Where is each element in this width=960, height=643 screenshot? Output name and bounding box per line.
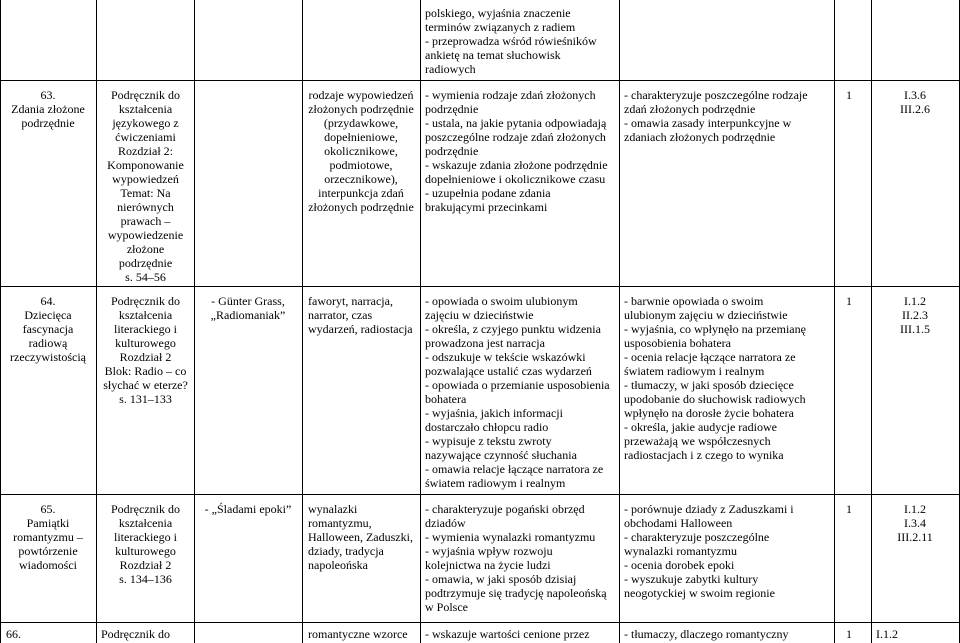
codes-cell: I.3.6 III.2.6 — [900, 88, 930, 116]
row-divider — [0, 494, 960, 495]
row-divider — [0, 286, 960, 287]
continued-text: polskiego, wyjaśnia znaczenie terminów związanych z radiem - przeprowadza wśród rówieśników ankietę na temat słuchowisk radiowych — [425, 6, 597, 76]
column-divider — [834, 0, 835, 643]
basic-requirements-cell: - wskazuje wartości cenione przez — [425, 627, 590, 641]
source-cell: Podręcznik do kształcenia literackiego i kulturowego Rozdział 2 Blok: Radio – co słychać w eterze? s. 131–133 — [103, 294, 188, 406]
lesson-cell: 64. Dziecięca fascynacja radiową rzeczywistością — [10, 294, 86, 364]
extended-requirements-cell: - tłumaczy, dlaczego romantyczny — [624, 627, 789, 641]
column-divider — [0, 0, 1, 643]
text-cell: - Günter Grass, „Radiomaniak” — [210, 294, 286, 322]
basic-requirements-cell: - charakteryzuje pogański obrzęd dziadów - wymienia wynalazki romantyzmu - wyjaśnia wpływ rozwoju kolejnictwa na życie ludzi - omawia, w jaki sposób dzisiaj podtrzymuje się tradycję napoleońską w Polsce — [425, 502, 607, 614]
column-divider — [96, 0, 97, 643]
column-divider — [871, 0, 872, 643]
source-cell: Podręcznik do — [101, 627, 170, 641]
extended-requirements-cell: - charakteryzuje poszczególne rodzaje zdań złożonych podrzędnie - omawia zasady interpunkcyjne w zdaniach złożonych podrzędnie — [624, 88, 808, 144]
hours-cell: 1 — [846, 88, 852, 102]
lesson-cell: 66. — [6, 627, 21, 641]
basic-requirements-cell: - opowiada o swoim ulubionym zajęciu w dzieciństwie - określa, z czyjego punktu widzenia prowadzona jest narracja - odszukuje w tekście wskazówki pozwalające ustalić czas wydarzeń - opowiada o przemianie usposobienia bohatera - wyjaśnia, jakich informacji dostarczało chłopcu radio - wypisuje z tekstu zwroty nazywające czynność słuchania - omawia relacje łączące narratora ze światem radiowym i realnym — [425, 294, 610, 490]
text-cell: - „Śladami epoki” — [204, 502, 292, 516]
terms-cell: romantyczne wzorce — [308, 627, 408, 641]
row-divider — [0, 622, 960, 623]
hours-cell: 1 — [846, 502, 852, 516]
terms-cell: faworyt, narracja, narrator, czas wydarzeń, radiostacja — [308, 294, 413, 336]
terms-cell: rodzaje wypowiedzeń złożonych podrzędnie (przydawkowe, dopełnieniowe, okolicznikowe, podmiotowe, orzecznikowe), interpunkcja zdań złożonych podrzędnie — [308, 88, 414, 214]
hours-cell: 1 — [846, 294, 852, 308]
terms-cell: wynalazki romantyzmu, Halloween, Zaduszki, dziady, tradycja napoleońska — [308, 502, 413, 572]
lesson-cell: 63. Zdania złożone podrzędnie — [11, 88, 85, 130]
hours-cell: 1 — [846, 627, 852, 641]
lesson-cell: 65. Pamiątki romantyzmu – powtórzenie wiadomości — [13, 502, 83, 572]
extended-requirements-cell: - barwnie opowiada o swoim ulubionym zajęciu w dzieciństwie - wyjaśnia, co wpłynęło na przemianę usposobienia bohatera - ocenia relacje łączące narratora ze światem radiowym i realnym - tłumaczy, w jaki sposób dziecięce upodobanie do słuchowisk radiowych wpłynęło na dorosłe życie bohatera - określa, jakie audycje radiowe przeważają we współczesnych radiostacjach i z czego to wynika — [624, 294, 806, 462]
basic-requirements-cell: - wymienia rodzaje zdań złożonych podrzędnie - ustala, na jakie pytania odpowiadają poszczególne rodzaje zdań złożonych podrzędnie - wskazuje zdania złożone podrzędnie dopełnieniowe i okolicznikowe czasu - uzupełnia podane zdania brakującymi przecinkami — [425, 88, 608, 214]
row-divider — [0, 80, 960, 81]
codes-cell: I.1.2 — [876, 627, 898, 641]
column-divider — [302, 0, 303, 643]
column-divider — [194, 0, 195, 643]
source-cell: Podręcznik do kształcenia językowego z ćwiczeniami Rozdział 2: Komponowanie wypowiedzeń Temat: Na nierównych prawach – wypowiedzenie złożone podrzędnie s. 54–56 — [107, 88, 184, 284]
codes-cell: I.1.2 I.3.4 III.2.11 — [897, 502, 933, 544]
extended-requirements-cell: - porównuje dziady z Zaduszkami i obchodami Halloween - charakteryzuje poszczególne wynalazki romantyzmu - ocenia dorobek epoki - wyszukuje zabytki kultury neogotyckiej w swoim regionie — [624, 502, 794, 600]
codes-cell: I.1.2 II.2.3 III.1.5 — [900, 294, 930, 336]
column-divider — [619, 0, 620, 643]
source-cell: Podręcznik do kształcenia literackiego i kulturowego Rozdział 2 s. 134–136 — [111, 502, 180, 586]
column-divider — [420, 0, 421, 643]
